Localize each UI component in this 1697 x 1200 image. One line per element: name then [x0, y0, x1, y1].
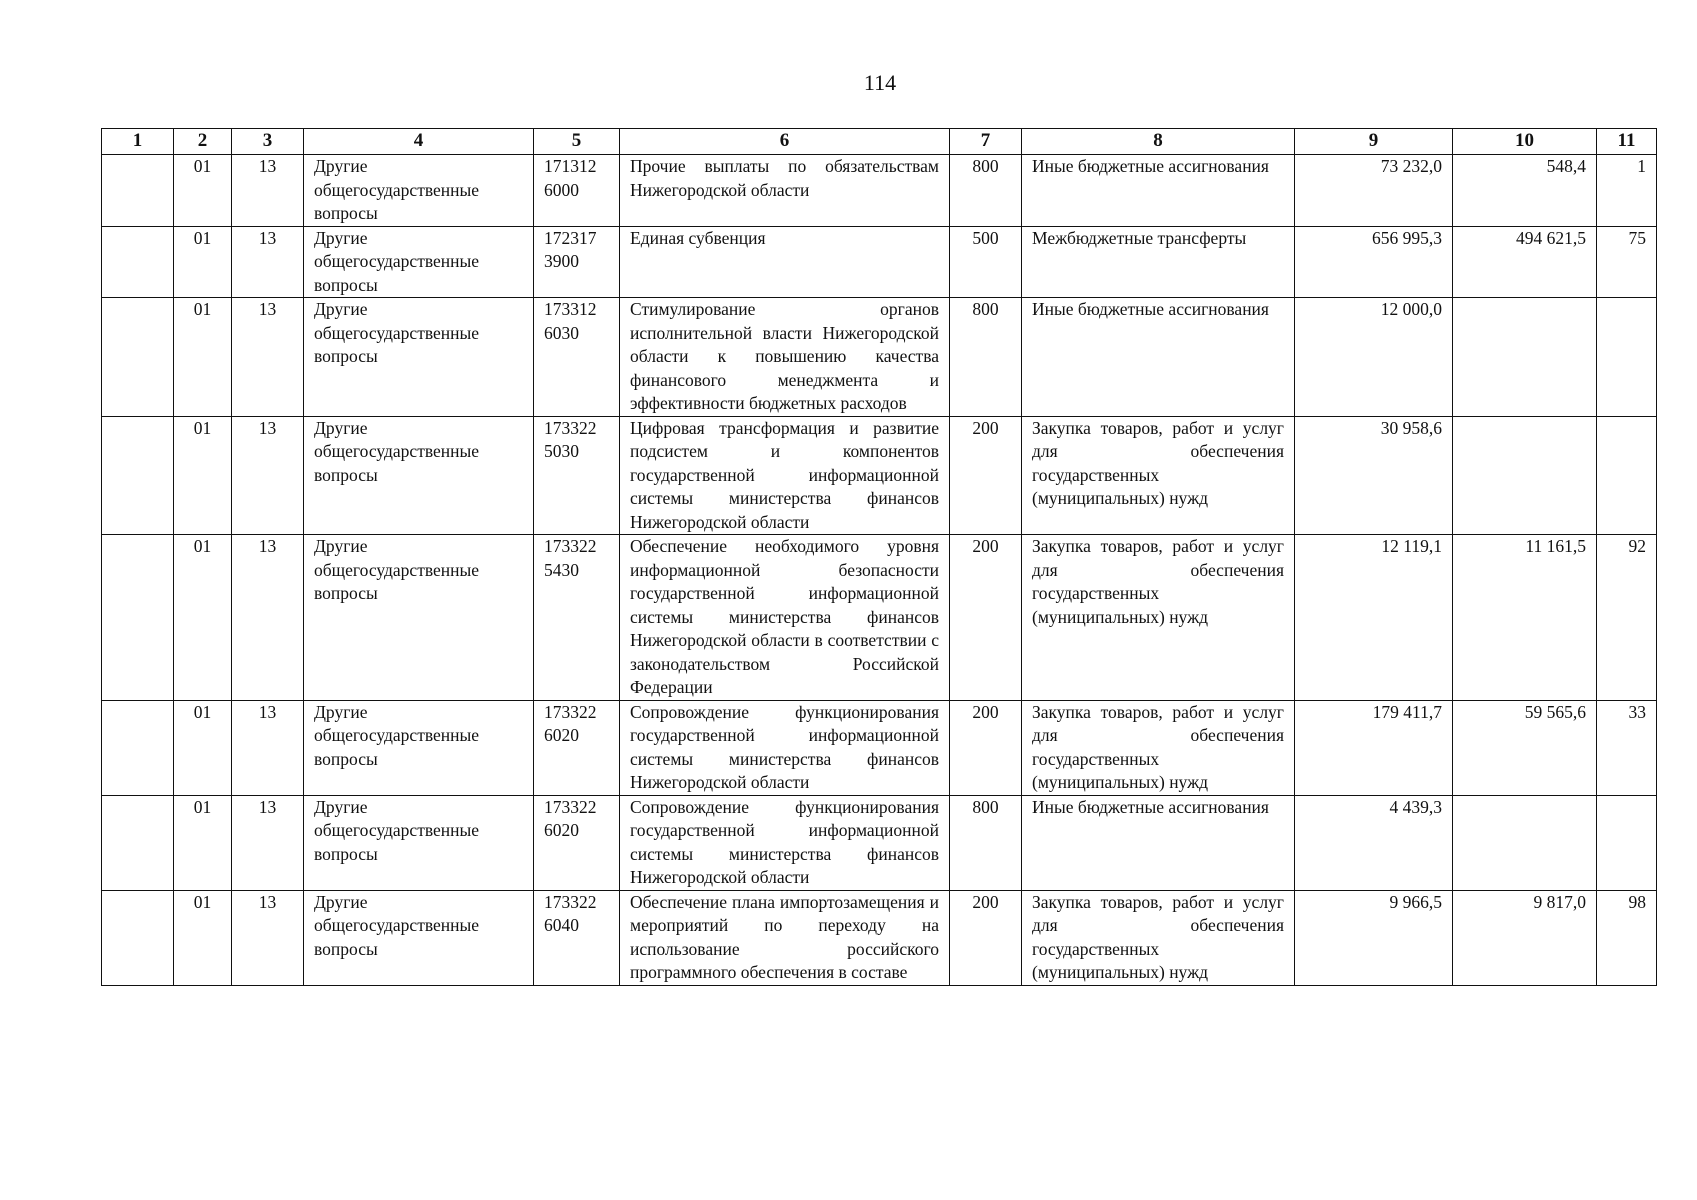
table-row [102, 155, 1657, 227]
table-row [102, 298, 1657, 417]
cell-fact [1453, 416, 1597, 535]
cell-fact: 59 565,6 [1453, 700, 1597, 795]
cell-type-name: Закупка товаров, работ и услуг для обеспечения государственных (муниципальных) нужд [1022, 535, 1295, 701]
cell-rz: 01 [174, 226, 232, 298]
header-col-7: 7 [950, 129, 1022, 155]
cell-type-code: 200 [950, 890, 1022, 985]
header-col-5: 5 [534, 129, 620, 155]
cell-fact: 9 817,0 [1453, 890, 1597, 985]
cell-pr: 13 [232, 890, 304, 985]
cell-purpose: Обеспечение необходимого уровня информационной безопасности государственной информационной системы министерства финансов Нижегородской области в соответствии с законодательством Российской Федерации [620, 535, 950, 701]
cell-pr: 13 [232, 226, 304, 298]
cell-col1 [102, 298, 174, 417]
cell-col1 [102, 416, 174, 535]
cell-col1 [102, 535, 174, 701]
cell-plan: 4 439,3 [1295, 795, 1453, 890]
cell-section: Другие общегосударственные вопросы [304, 416, 534, 535]
cell-percent: 98 [1597, 890, 1657, 985]
cell-section: Другие общегосударственные вопросы [304, 700, 534, 795]
header-col-6: 6 [620, 129, 950, 155]
cell-fact [1453, 795, 1597, 890]
cell-type-code: 800 [950, 795, 1022, 890]
table-row [102, 700, 1657, 795]
cell-type-code: 200 [950, 700, 1022, 795]
table-header [102, 129, 1657, 155]
cell-type-code: 800 [950, 155, 1022, 227]
cell-percent [1597, 298, 1657, 417]
cell-type-name: Межбюджетные трансферты [1022, 226, 1295, 298]
cell-code: 172317 3900 [534, 226, 620, 298]
cell-purpose: Сопровождение функционирования государственной информационной системы министерства финансов Нижегородской области [620, 700, 950, 795]
cell-fact: 494 621,5 [1453, 226, 1597, 298]
cell-plan: 9 966,5 [1295, 890, 1453, 985]
cell-percent: 33 [1597, 700, 1657, 795]
table-row [102, 795, 1657, 890]
cell-purpose: Стимулирование органов исполнительной власти Нижегородской области к повышению качества финансового менеджмента и эффективности бюджетных расходов [620, 298, 950, 417]
cell-code: 171312 6000 [534, 155, 620, 227]
table-row [102, 535, 1657, 701]
cell-col1 [102, 700, 174, 795]
cell-type-name: Иные бюджетные ассигнования [1022, 795, 1295, 890]
cell-type-code: 800 [950, 298, 1022, 417]
cell-percent: 1 [1597, 155, 1657, 227]
cell-code: 173322 6020 [534, 700, 620, 795]
cell-purpose: Цифровая трансформация и развитие подсистем и компонентов государственной информационной системы министерства финансов Нижегородской области [620, 416, 950, 535]
cell-type-name: Закупка товаров, работ и услуг для обеспечения государственных (муниципальных) нужд [1022, 416, 1295, 535]
cell-type-name: Иные бюджетные ассигнования [1022, 298, 1295, 417]
table-row [102, 226, 1657, 298]
cell-pr: 13 [232, 298, 304, 417]
cell-plan: 12 119,1 [1295, 535, 1453, 701]
cell-plan: 73 232,0 [1295, 155, 1453, 227]
cell-purpose: Обеспечение плана импортозамещения и мероприятий по переходу на использование российского программного обеспечения в составе [620, 890, 950, 985]
table-row [102, 416, 1657, 535]
cell-purpose: Прочие выплаты по обязательствам Нижегородской области [620, 155, 950, 227]
header-col-2: 2 [174, 129, 232, 155]
cell-code: 173322 5430 [534, 535, 620, 701]
cell-plan: 30 958,6 [1295, 416, 1453, 535]
cell-col1 [102, 890, 174, 985]
page-number: 114 [863, 70, 897, 95]
cell-purpose: Сопровождение функционирования государственной информационной системы министерства финансов Нижегородской области [620, 795, 950, 890]
cell-plan: 12 000,0 [1295, 298, 1453, 417]
cell-plan: 179 411,7 [1295, 700, 1453, 795]
cell-fact: 548,4 [1453, 155, 1597, 227]
cell-rz: 01 [174, 416, 232, 535]
cell-rz: 01 [174, 890, 232, 985]
cell-type-code: 200 [950, 535, 1022, 701]
cell-col1 [102, 155, 174, 227]
cell-section: Другие общегосударственные вопросы [304, 298, 534, 417]
cell-type-code: 500 [950, 226, 1022, 298]
cell-percent: 75 [1597, 226, 1657, 298]
cell-code: 173322 5030 [534, 416, 620, 535]
budget-table [101, 128, 1657, 986]
cell-section: Другие общегосударственные вопросы [304, 890, 534, 985]
cell-pr: 13 [232, 700, 304, 795]
cell-fact: 11 161,5 [1453, 535, 1597, 701]
header-row [102, 129, 1657, 155]
cell-section: Другие общегосударственные вопросы [304, 795, 534, 890]
cell-code: 173322 6040 [534, 890, 620, 985]
cell-section: Другие общегосударственные вопросы [304, 535, 534, 701]
cell-percent: 92 [1597, 535, 1657, 701]
cell-rz: 01 [174, 298, 232, 417]
cell-pr: 13 [232, 535, 304, 701]
header-col-8: 8 [1022, 129, 1295, 155]
header-col-11: 11 [1597, 129, 1657, 155]
cell-col1 [102, 226, 174, 298]
header-col-9: 9 [1295, 129, 1453, 155]
cell-purpose: Единая субвенция [620, 226, 950, 298]
cell-percent [1597, 416, 1657, 535]
cell-rz: 01 [174, 795, 232, 890]
cell-type-code: 200 [950, 416, 1022, 535]
cell-type-name: Закупка товаров, работ и услуг для обеспечения государственных (муниципальных) нужд [1022, 700, 1295, 795]
cell-col1 [102, 795, 174, 890]
header-col-3: 3 [232, 129, 304, 155]
cell-type-name: Иные бюджетные ассигнования [1022, 155, 1295, 227]
cell-rz: 01 [174, 535, 232, 701]
cell-pr: 13 [232, 155, 304, 227]
header-col-4: 4 [304, 129, 534, 155]
cell-rz: 01 [174, 155, 232, 227]
cell-pr: 13 [232, 416, 304, 535]
cell-section: Другие общегосударственные вопросы [304, 155, 534, 227]
cell-code: 173312 6030 [534, 298, 620, 417]
cell-percent [1597, 795, 1657, 890]
cell-pr: 13 [232, 795, 304, 890]
cell-plan: 656 995,3 [1295, 226, 1453, 298]
header-col-1: 1 [102, 129, 174, 155]
cell-code: 173322 6020 [534, 795, 620, 890]
cell-rz: 01 [174, 700, 232, 795]
table-body [102, 155, 1657, 986]
cell-section: Другие общегосударственные вопросы [304, 226, 534, 298]
header-col-10: 10 [1453, 129, 1597, 155]
table-row [102, 890, 1657, 985]
cell-fact [1453, 298, 1597, 417]
cell-type-name: Закупка товаров, работ и услуг для обеспечения государственных (муниципальных) нужд [1022, 890, 1295, 985]
